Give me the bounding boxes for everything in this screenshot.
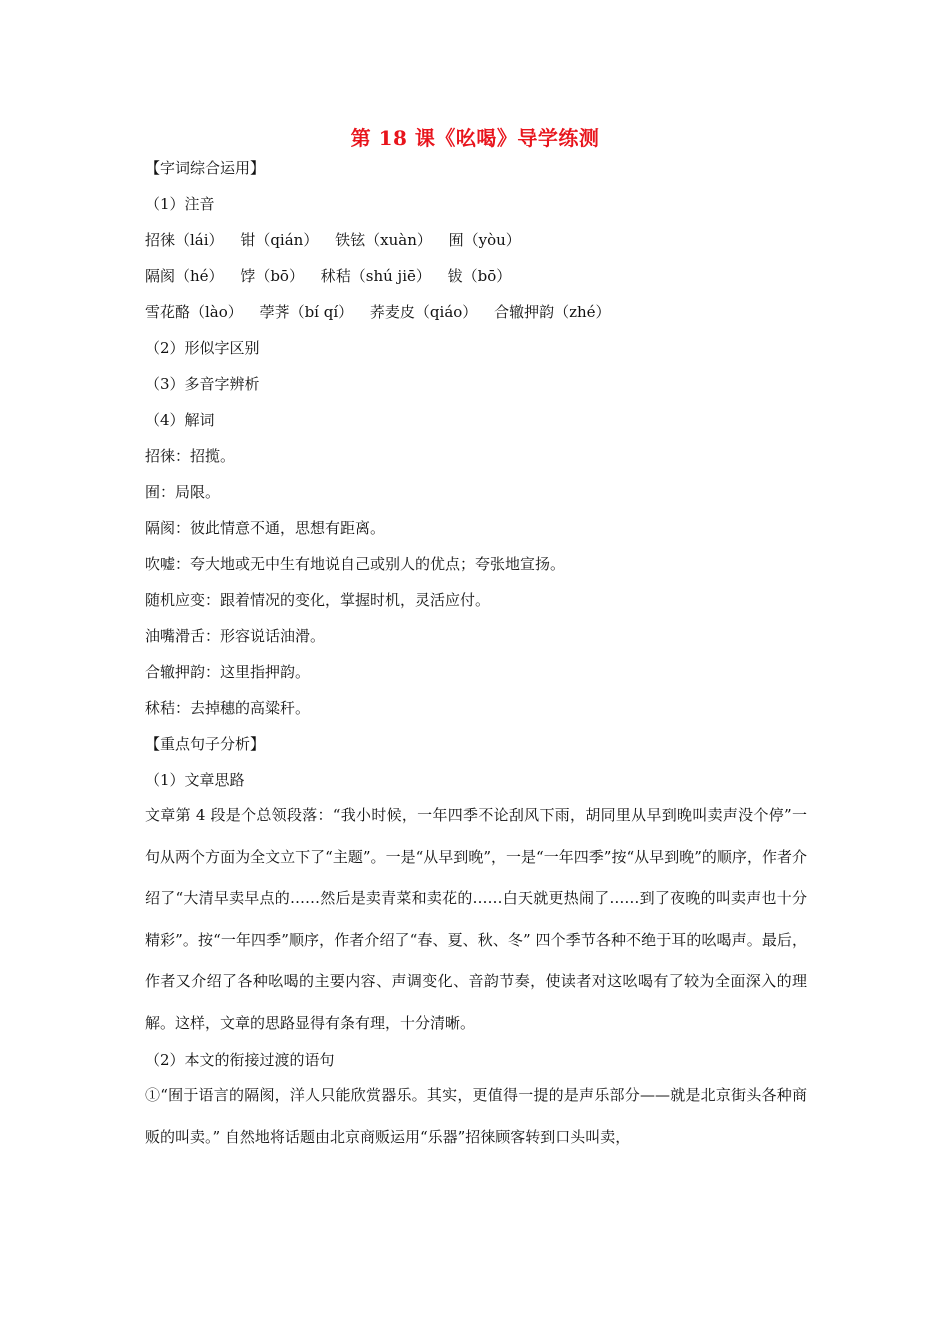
paragraph-transition-sentences: ①“囿于语言的隔阂，洋人只能欣赏器乐。其实，更值得一提的是声乐部分——就是北京街头各种商贩的叫卖。” 自然地将话题由北京商贩运用“乐器”招徕顾客转到口头叫卖， <box>145 1086 807 1146</box>
pinyin-item: 钳（qián） <box>240 231 319 249</box>
page-title: 第 18 课《吆喝》导学练测 <box>350 126 600 150</box>
subheading-polyphonic-characters: （3）多音字辨析 <box>145 375 260 393</box>
definition-item: 随机应变：跟着情况的变化，掌握时机，灵活应付。 <box>145 591 491 609</box>
pinyin-item: 钹（bō） <box>447 267 512 285</box>
subheading-word-definitions: （4）解词 <box>145 411 215 429</box>
definition-item: 隔阂：彼此情意不通，思想有距离。 <box>145 519 386 537</box>
subheading-similar-characters: （2）形似字区别 <box>145 339 260 357</box>
section-heading-key-sentences: 【重点句子分析】 <box>145 735 266 753</box>
definition-item: 秫秸：去掉穗的高粱秆。 <box>145 699 311 717</box>
pinyin-item: 荸荠（bí qí） <box>259 303 354 321</box>
definition-item: 吹嘘：夸大地或无中生有地说自己或别人的优点；夸张地宣扬。 <box>145 555 566 573</box>
pinyin-item: 囿（yòu） <box>448 231 521 249</box>
pinyin-item: 隔阂（hé） <box>145 267 224 285</box>
pinyin-item: 秫秸（shú jiē） <box>320 267 431 285</box>
subheading-pronunciation: （1）注音 <box>145 195 215 213</box>
pinyin-row <box>145 222 807 258</box>
definition-item: 合辙押韵：这里指押韵。 <box>145 663 311 681</box>
pinyin-row <box>145 294 807 330</box>
pinyin-item: 招徕（lái） <box>145 231 224 249</box>
document-body <box>145 150 807 1156</box>
paragraph-article-structure: 文章第 4 段是个总领段落：“我小时候，一年四季不论刮风下雨，胡同里从早到晚叫卖声没个停”一句从两个方面为全文立下了“主题”。一是“从早到晚”，一是“一年四季”按“从早到晚”的顺序，作者介绍了“大清早卖早点的……然后是卖青菜和卖花的……白天就更热闹了……到了夜晚的叫卖声也十分精彩”。按“一年四季”顺序，作者介绍了“春、夏、秋、冬” 四个季节各种不绝于耳的吆喝声。最后，作者又介绍了各种吆喝的主要内容、声调变化、音韵节奏，使读者对这吆喝有了较为全面深入的理解。这样，文章的思路显得有条有理，十分清晰。 <box>145 806 807 1032</box>
pinyin-item: 铁铉（xuàn） <box>335 231 432 249</box>
pinyin-row <box>145 258 807 294</box>
pinyin-item: 荞麦皮（qiáo） <box>369 303 478 321</box>
definition-item: 油嘴滑舌：形容说话油滑。 <box>145 627 326 645</box>
section-heading-vocabulary: 【字词综合运用】 <box>145 159 266 177</box>
pinyin-item: 饽（bō） <box>240 267 304 285</box>
pinyin-item: 合辙押韵（zhé） <box>494 303 611 321</box>
definition-item: 招徕：招揽。 <box>145 447 236 465</box>
pinyin-item: 雪花酪（lào） <box>145 303 243 321</box>
subheading-article-structure: （1）文章思路 <box>145 771 245 789</box>
definition-item: 囿：局限。 <box>145 483 221 501</box>
subheading-transition-sentences: （2）本文的衔接过渡的语句 <box>145 1051 335 1069</box>
